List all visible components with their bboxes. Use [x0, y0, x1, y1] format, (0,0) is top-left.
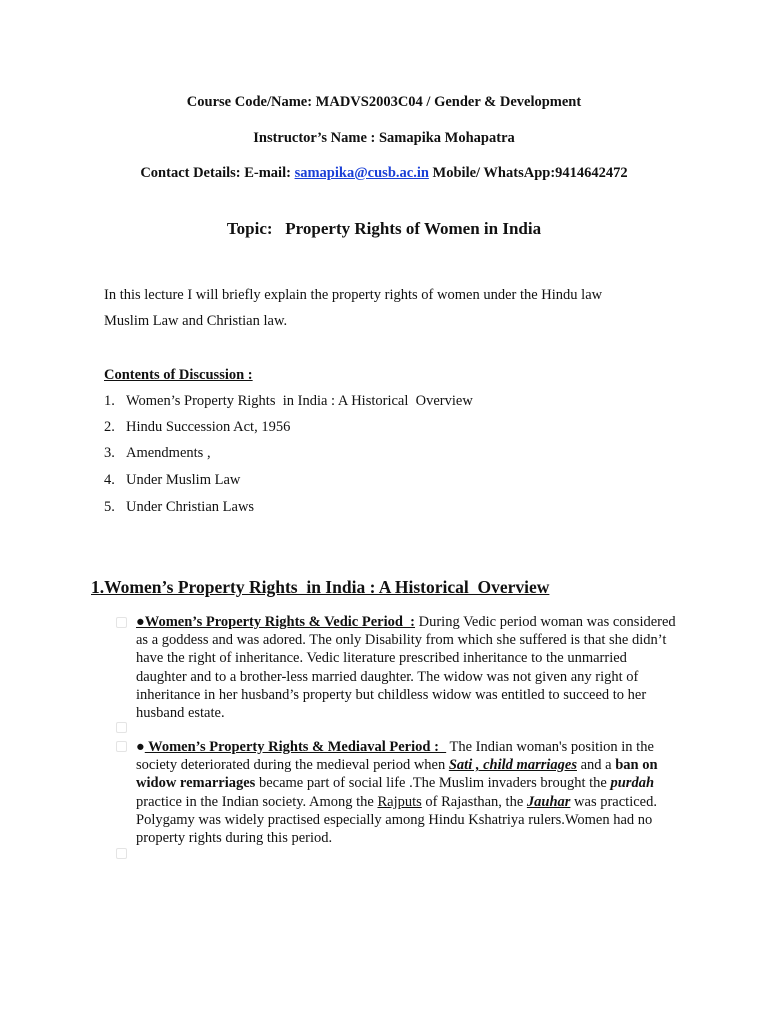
- mediaeval-text-1: The Indian woman's position in the society deteriorated during the medieval period when: [136, 739, 654, 774]
- list-number: 3.: [104, 445, 115, 461]
- purdah-term: purdah: [610, 775, 655, 792]
- intro-line-2: Muslim Law and Christian law.: [104, 313, 288, 329]
- contact-prefix: Contact Details: E-mail:: [140, 165, 295, 181]
- mediaeval-label: Women’s Property Rights & Mediaval Period :: [144, 739, 447, 755]
- margin-marker: [116, 617, 127, 628]
- course-line: Course Code/Name: MADVS2003C04 / Gender & Development: [186, 94, 582, 110]
- contact-line: [0, 165, 768, 182]
- list-item: [104, 445, 211, 462]
- mediaeval-text-3: became part of social life .The Muslim invaders brought the: [255, 775, 611, 792]
- mediaeval-text-2: and a: [576, 757, 616, 774]
- contact-suffix: Mobile/ WhatsApp:9414642472: [428, 165, 628, 181]
- list-item: [104, 393, 473, 410]
- list-text: Women’s Property Rights in India : A Historical Overview: [126, 393, 473, 409]
- vedic-paragraph: [136, 613, 676, 722]
- email-link[interactable]: samapika@cusb.ac.in: [294, 165, 429, 181]
- section-heading: 1.Women’s Property Rights in India : A Historical Overview: [91, 577, 550, 597]
- list-text: Amendments ,: [126, 445, 211, 461]
- jauhar-term: Jauhar: [526, 793, 571, 810]
- list-item: [104, 472, 240, 489]
- bullet: ●: [136, 739, 145, 755]
- ban-term: ban on widow remarriages: [136, 757, 658, 792]
- list-text: Hindu Succession Act, 1956: [126, 419, 291, 435]
- topic-title: Topic: Property Rights of Women in India: [226, 219, 542, 238]
- mediaeval-paragraph: [136, 738, 676, 847]
- mediaeval-text-6: was practiced. Polygamy was widely practised especially among Hindu Kshatriya rulers.Women had no property rights during this period.: [136, 793, 657, 847]
- list-number: 4.: [104, 472, 115, 488]
- list-item: [104, 419, 290, 436]
- margin-marker: [116, 722, 127, 733]
- list-number: 2.: [104, 419, 115, 435]
- vedic-text: During Vedic period woman was considered as a goddess and was adored. The only Disability from which she suffered is that she didn’t have the right of inheritance. Vedic literature prescribed inheritance to the unmarried daughter and to a brother-less married daughter. The widow was not given any right of inheritance in her husband’s property but childless widow was entitled to succeed to her husband estate.: [136, 614, 676, 722]
- list-text: Under Muslim Law: [126, 472, 241, 488]
- rajputs-term: Rajputs: [377, 793, 422, 810]
- mediaeval-text-5: of Rajasthan, the: [421, 793, 527, 810]
- list-number: 5.: [104, 499, 115, 515]
- list-item: [104, 499, 254, 516]
- sati-term: Sati , child marriages: [448, 757, 577, 774]
- mediaeval-text-4: practice in the Indian society. Among the: [136, 793, 378, 810]
- list-text: Under Christian Laws: [126, 499, 255, 515]
- instructor-line: Instructor’s Name : Samapika Mohapatra: [253, 130, 515, 146]
- intro-line-1: In this lecture I will briefly explain the property rights of women under the Hindu law: [104, 287, 603, 303]
- vedic-label: ●Women’s Property Rights & Vedic Period :: [136, 614, 415, 630]
- list-number: 1.: [104, 393, 115, 409]
- margin-marker: [116, 741, 127, 752]
- contents-heading: Contents of Discussion :: [104, 367, 253, 383]
- margin-marker: [116, 848, 127, 859]
